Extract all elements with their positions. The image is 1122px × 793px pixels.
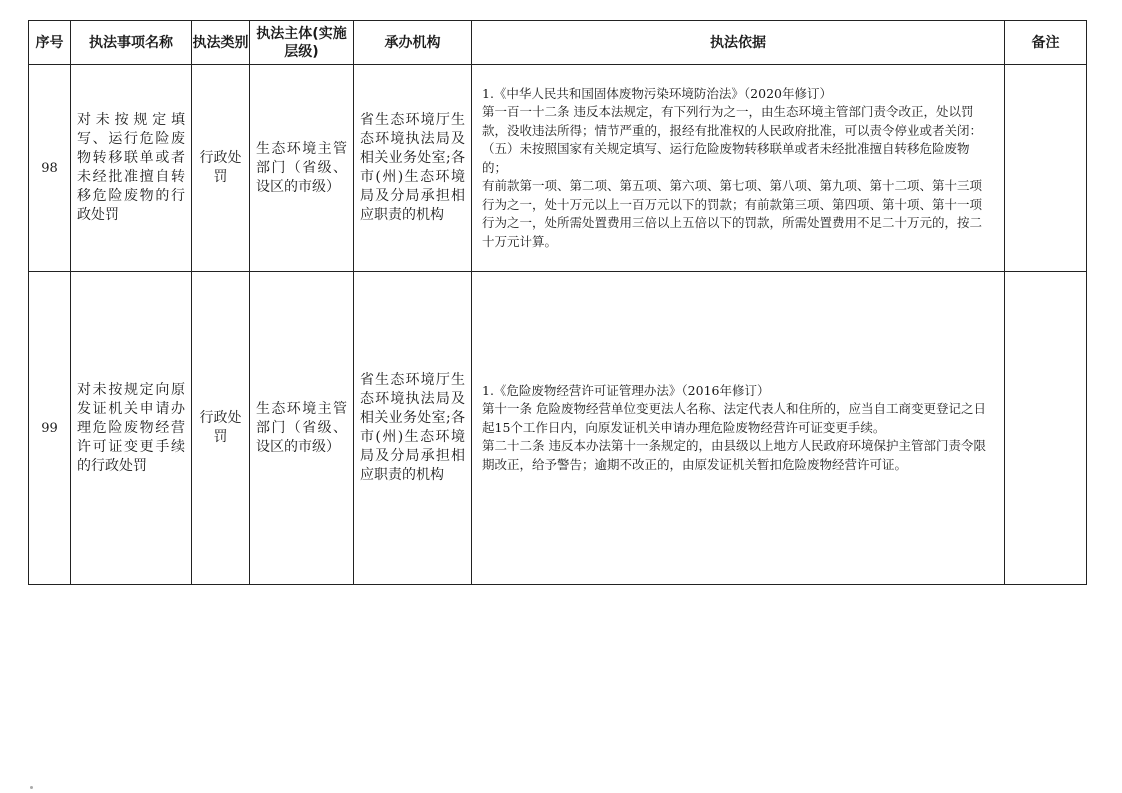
header-note: 备注	[1005, 21, 1087, 65]
header-seq: 序号	[29, 21, 71, 65]
row-subject: 生态环境主管部门（省级、设区的市级）	[250, 65, 354, 272]
basis-line: 第一百一十二条 违反本法规定，有下列行为之一，由生态环境主管部门责令改正，处以罚款，没收违法所得；情节严重的，报经有批准权的人民政府批准，可以责令停业或者关闭：	[482, 104, 983, 138]
row-basis	[472, 65, 1005, 272]
header-organ: 承办机构	[354, 21, 472, 65]
basis-line: （五）未按照国家有关规定填写、运行危险废物转移联单或者未经批准擅自转移危险废物的；	[482, 141, 970, 175]
enforcement-table	[28, 20, 1087, 585]
scan-speck	[30, 786, 33, 789]
header-basis: 执法依据	[472, 21, 1005, 65]
basis-line: 第十一条 危险废物经营单位变更法人名称、法定代表人和住所的，应当自工商变更登记之日起15个工作日内，向原发证机关申请办理危险废物经营许可证变更手续。	[482, 401, 986, 435]
row-seq: 98	[29, 65, 71, 272]
row-item-name: 对未按规定向原发证机关申请办理危险废物经营许可证变更手续的行政处罚	[71, 272, 192, 585]
basis-line: 1.《中华人民共和国固体废物污染环境防治法》（2020年修订）	[482, 85, 832, 101]
header-name: 执法事项名称	[71, 21, 192, 65]
row-organ: 省生态环境厅生态环境执法局及相关业务处室;各市(州)生态环境局及分局承担相应职责的机构	[354, 272, 472, 585]
table-row	[29, 65, 1087, 272]
row-subject: 生态环境主管部门（省级、设区的市级）	[250, 272, 354, 585]
row-category: 行政处罚	[192, 272, 250, 585]
row-item-name: 对未按规定填写、运行危险废物转移联单或者未经批准擅自转移危险废物的行政处罚	[71, 65, 192, 272]
row-organ: 省生态环境厅生态环境执法局及相关业务处室;各市(州)生态环境局及分局承担相应职责的机构	[354, 65, 472, 272]
row-basis	[472, 272, 1005, 585]
header-row	[29, 21, 1087, 65]
row-category: 行政处罚	[192, 65, 250, 272]
row-note	[1005, 272, 1087, 585]
header-category: 执法类别	[192, 21, 250, 65]
table-row	[29, 272, 1087, 585]
basis-line: 第二十二条 违反本办法第十一条规定的，由县级以上地方人民政府环境保护主管部门责令限期改正，给予警告；逾期不改正的，由原发证机关暂扣危险废物经营许可证。	[482, 438, 986, 472]
basis-line: 有前款第一项、第二项、第五项、第六项、第七项、第八项、第九项、第十二项、第十三项行为之一，处十万元以上一百万元以下的罚款；有前款第三项、第四项、第十项、第十一项行为之一，处所需处置费用三倍以上五倍以下的罚款，所需处置费用不足二十万元的，按二十万元计算。	[482, 178, 983, 249]
basis-line: 1.《危险废物经营许可证管理办法》（2016年修订）	[482, 382, 770, 398]
row-note	[1005, 65, 1087, 272]
header-subject: 执法主体(实施层级)	[250, 21, 354, 65]
row-seq: 99	[29, 272, 71, 585]
